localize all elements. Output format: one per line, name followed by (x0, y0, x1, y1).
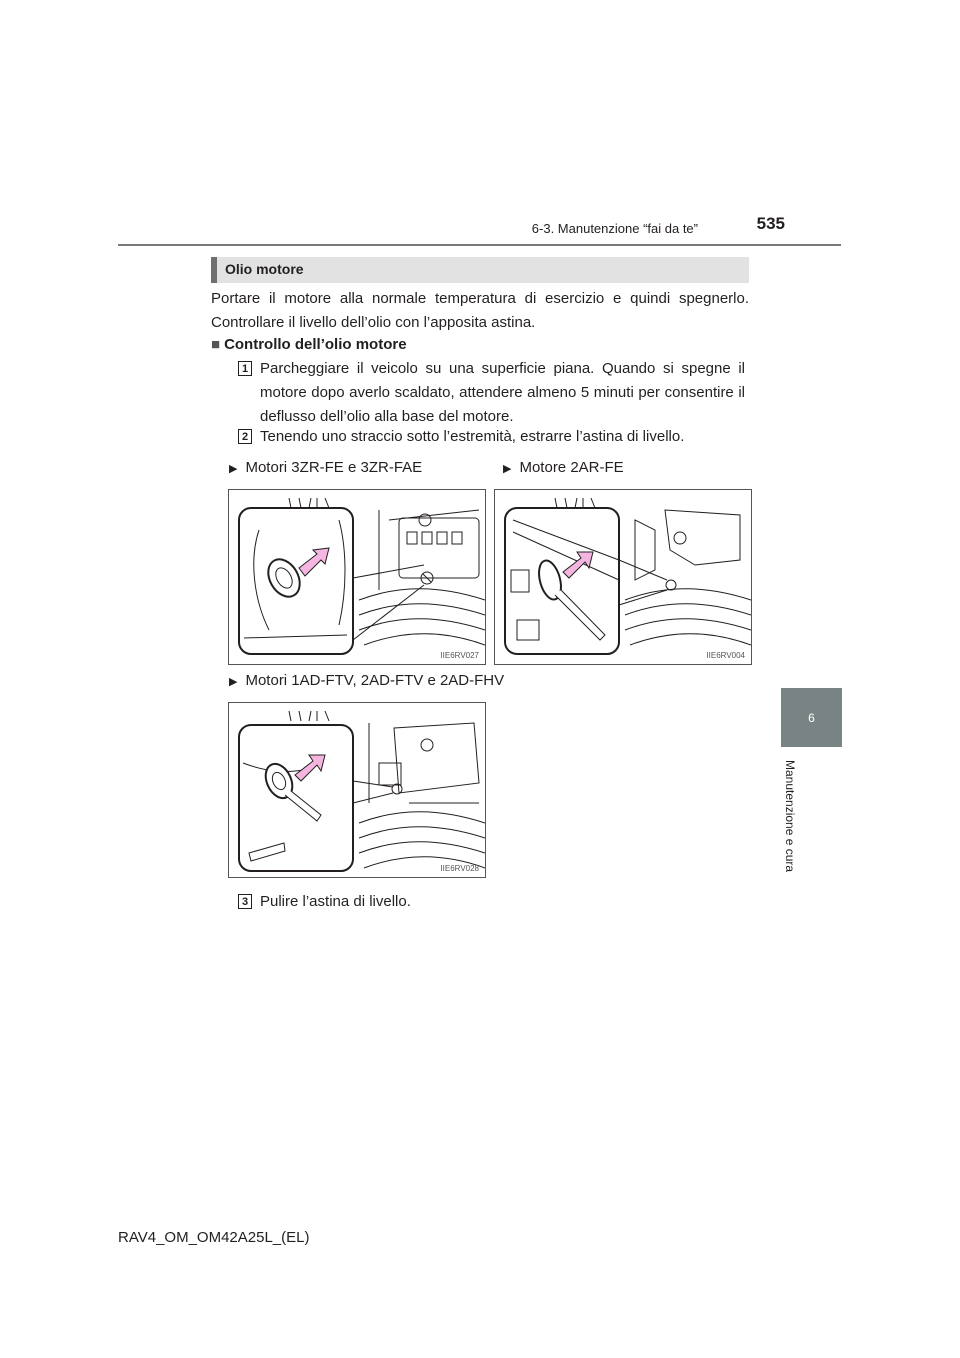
engine-illustration-2ar (495, 490, 751, 664)
subheading (211, 333, 749, 357)
footer-doc-code: RAV4_OM_OM42A25L_(EL) (118, 1229, 310, 1246)
intro-paragraph: Portare il motore alla normale temperatura di esercizio e quindi spegnerlo. Controllare il livello dell’olio con l’apposita astina. (211, 290, 749, 331)
caption-triangle-icon: ▶ (503, 463, 512, 475)
figure-code-3: IIE6RV028 (440, 864, 479, 873)
section-header (211, 257, 749, 283)
header-rule (118, 244, 841, 246)
step-text-1: Parcheggiare il veicolo su una superficie piana. Quando si spegne il motore dopo averlo scaldato, attendere almeno 5 minuti per consentire il deflusso dell’olio alla base del motore. (260, 360, 745, 425)
figure-caption-2 (503, 456, 624, 481)
figure-code-1: IIE6RV027 (440, 651, 479, 660)
step-number-2: 2 (238, 429, 252, 444)
figure-caption-2-text: Motore 2AR-FE (519, 459, 624, 476)
subheading-text: Controllo dell’olio motore (224, 336, 407, 353)
step-text-2: Tenendo uno straccio sotto l’estremità, estrarre l’astina di livello. (260, 428, 685, 445)
chapter-label: Manutenzione e cura (783, 760, 797, 873)
figure-caption-1-text: Motori 3ZR-FE e 3ZR-FAE (245, 459, 423, 476)
figure-caption-3-text: Motori 1AD-FTV, 2AD-FTV e 2AD-FHV (245, 672, 505, 689)
figure-code-2: IIE6RV004 (706, 651, 745, 660)
figure-engine-3zr (228, 489, 486, 665)
figure-engine-2ar (494, 489, 752, 665)
section-header-bar (211, 257, 217, 283)
section-title: Olio motore (225, 261, 304, 277)
page-number: 535 (756, 214, 785, 233)
header-section-title: 6-3. Manutenzione “fai da te” (531, 221, 698, 236)
subheading-bullet: ■ (211, 336, 221, 353)
figure-caption-1 (229, 456, 422, 481)
figure-caption-3 (229, 669, 504, 694)
step-number-1: 1 (238, 361, 252, 376)
step-text-3: Pulire l’astina di livello. (260, 893, 411, 910)
caption-triangle-icon: ▶ (229, 463, 238, 475)
step-number-3: 3 (238, 894, 252, 909)
chapter-label-container (771, 760, 811, 880)
figure-engine-ad (228, 702, 486, 878)
chapter-number: 6 (808, 710, 815, 725)
engine-illustration-3zr (229, 490, 485, 664)
chapter-tab (781, 688, 842, 747)
caption-triangle-icon: ▶ (229, 676, 238, 688)
engine-illustration-ad (229, 703, 485, 877)
